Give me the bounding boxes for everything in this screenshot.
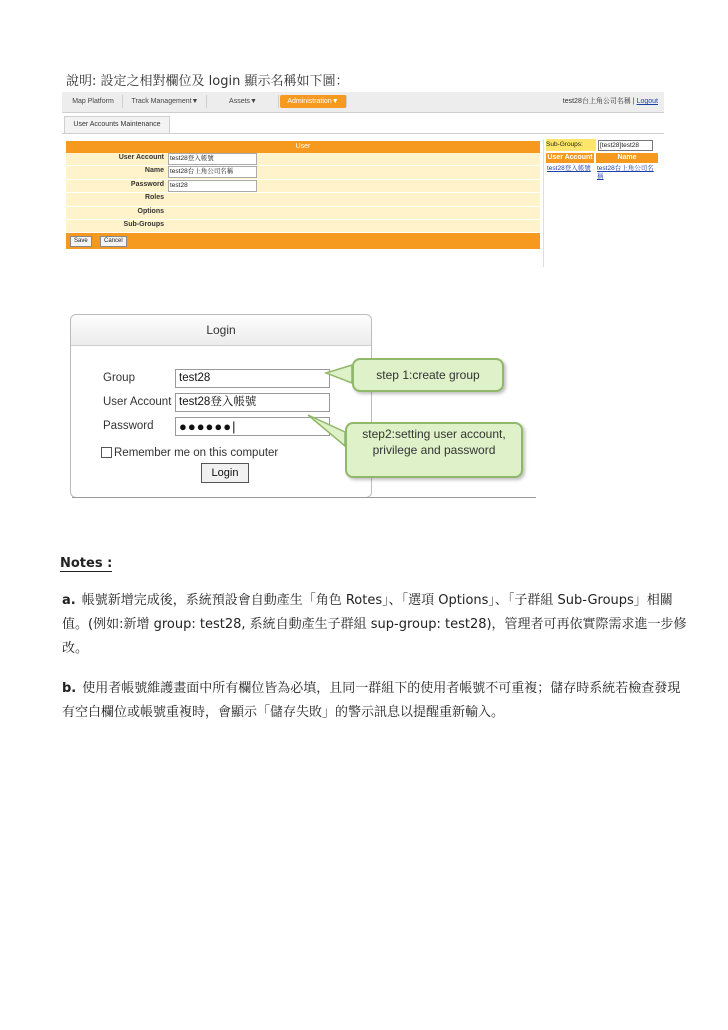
label-password: Password (130, 180, 164, 188)
nav-user-area (563, 96, 658, 106)
input-password[interactable]: test28 (168, 180, 257, 192)
note-b-text: 使用者帳號維護畫面中所有欄位皆為必填，且同一群組下的使用者帳號不可重複；儲存時系統若檢查發現有空白欄位或帳號重複時，會顯示「儲存失敗」的警示訊息以提醒重新輸入。 (62, 681, 681, 720)
password-label: Password (103, 420, 154, 432)
tab-map-platform[interactable]: Map Platform (64, 95, 123, 108)
label-sub-groups: Sub-Groups (123, 220, 164, 228)
account-input[interactable]: test28登入帳號 (175, 393, 330, 412)
remember-row[interactable] (101, 447, 278, 459)
account-label: User Account (103, 396, 172, 408)
row-roles (66, 193, 540, 206)
label-user-account: User Account (118, 154, 164, 161)
password-input[interactable]: ●●●●●●| (175, 417, 330, 436)
callout-step1: step 1:create group (352, 358, 504, 392)
note-b (62, 677, 688, 725)
remember-label: Remember me on this computer (114, 447, 279, 459)
subtab-user-accounts[interactable]: User Accounts Maintenance (64, 116, 170, 133)
form-footer (66, 233, 540, 249)
form-title: User (66, 141, 540, 153)
login-screenshot (70, 314, 372, 498)
row-password (66, 180, 540, 193)
user-company-name: test28台上角公司名稱 (562, 98, 631, 105)
row-account-link[interactable]: test28登入帳號 (547, 165, 591, 172)
subgroups-label: Sub-Groups: (546, 139, 596, 151)
note-a (62, 589, 688, 661)
col-name: Name (596, 153, 658, 163)
save-button[interactable]: Save (70, 236, 92, 247)
tab-administration[interactable]: Administration▼ (280, 95, 347, 108)
tab-track-management[interactable]: Track Management▼ (124, 95, 207, 108)
tab-assets[interactable]: Assets▼ (208, 95, 279, 108)
subgroups-select[interactable]: [test28]test28 (598, 140, 653, 151)
subgroup-panel (543, 139, 661, 267)
label-options: Options (137, 207, 164, 215)
login-title: Login (71, 315, 371, 346)
user-form (66, 141, 540, 249)
remember-checkbox[interactable] (101, 447, 112, 458)
note-a-text: 帳號新增完成後，系統預設會自動產生「角色 Rotes」、「選項 Options」、「子群組 Sub-Groups」相關值。(例如:新增 group: test28, 系統自動產生子群組 sup-group: test28)，管理者可再依實際需求進一步修改。 (62, 593, 687, 656)
login-button[interactable]: Login (201, 463, 249, 483)
intro-text: 說明: 設定之相對欄位及 login 顯示名稱如下圖： (66, 74, 349, 89)
row-name (66, 166, 540, 179)
input-name[interactable]: test28台上角公司名稱 (168, 166, 257, 178)
row-name-link[interactable]: test28台上角公司名稱 (597, 165, 654, 180)
note-a-marker: a. (62, 593, 76, 608)
subtab-divider (62, 133, 664, 134)
label-roles: Roles (144, 194, 164, 202)
input-user-account[interactable]: test28登入帳號 (168, 153, 257, 165)
callout-step2: step2:setting user account, privilege and password (345, 422, 523, 478)
notes-title: Notes : (60, 556, 113, 571)
row-options (66, 207, 540, 220)
group-input[interactable]: test28 (175, 369, 330, 388)
nav-separator: | (632, 98, 635, 105)
top-nav (62, 92, 664, 113)
login-shadow-line (72, 497, 536, 498)
admin-screenshot (62, 92, 664, 268)
col-user-account: User Account (547, 154, 593, 161)
label-name: Name (144, 167, 164, 175)
logout-link[interactable]: Logout (636, 98, 658, 105)
cancel-button[interactable]: Cancel (100, 236, 127, 247)
row-sub-groups (66, 220, 540, 233)
row-user-account (66, 153, 540, 166)
group-label: Group (103, 372, 135, 384)
note-b-marker: b. (62, 681, 77, 696)
